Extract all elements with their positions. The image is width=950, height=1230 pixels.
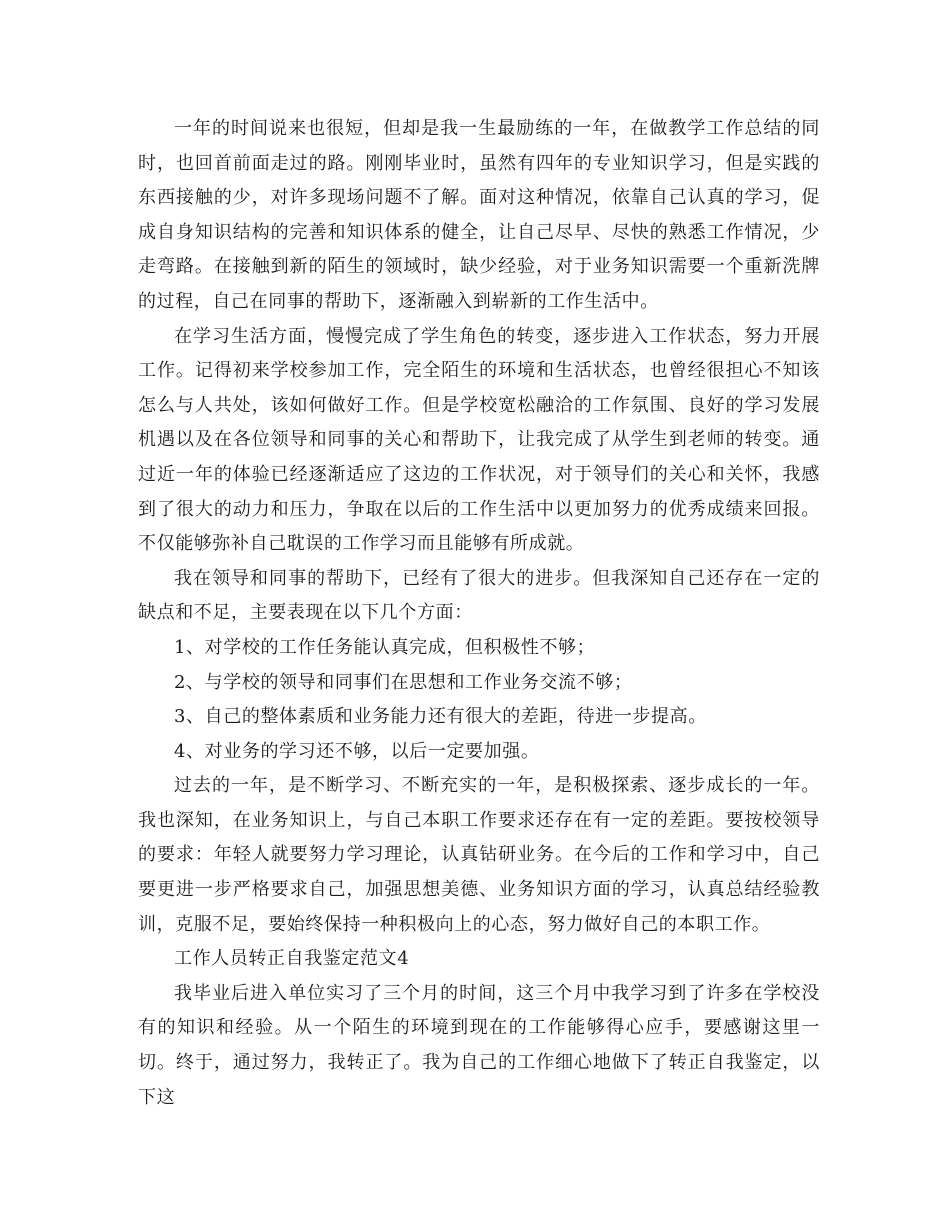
section-heading: 工作人员转正自我鉴定范文4 [174, 948, 410, 970]
paragraph-final: 我毕业后进入单位实习了三个月的时间，这三个月中我学习到了许多在学校没有的知识和经验。从一个陌生的环境到现在的工作能够得心应手，要感谢这里一切。终于，通过努力，我转正了。我为自己的工作细心地做下了转正自我鉴定，以下这 [138, 982, 820, 1108]
list-item-2: 2、与学校的领导和同事们在思想和工作业务交流不够； [174, 671, 633, 693]
paragraph-intro: 一年的时间说来也很短，但却是我一生最励练的一年，在做教学工作总结的同时，也回首前面走过的路。刚刚毕业时，虽然有四年的专业知识学习，但是实践的东西接触的少，对许多现场问题不了解。面对这种情况，依靠自己认真的学习，促成自身知识结构的完善和知识体系的健全，让自己尽早、尽快的熟悉工作情况，少走弯路。在接触到新的陌生的领域时，缺少经验，对于业务知识需要一个重新洗牌的过程，自己在同事的帮助下，逐渐融入到崭新的工作生活中。 [138, 118, 820, 312]
list-item-4: 4、对业务的学习还不够，以后一定要加强。 [174, 740, 540, 762]
list-item-3: 3、自己的整体素质和业务能力还有很大的差距，待进一步提高。 [174, 706, 707, 728]
paragraph-past-year: 过去的一年，是不断学习、不断充实的一年，是积极探索、逐步成长的一年。我也深知，在业务知识上，与自己本职工作要求还存在有一定的差距。要按校领导的要求：年轻人就要努力学习理论，认真钻研业务。在今后的工作和学习中，自己要更进一步严格要求自己，加强思想美德、业务知识方面的学习，认真总结经验教训，克服不足，要始终保持一种积极向上的心态，努力做好自己的本职工作。 [138, 775, 820, 935]
list-item-1: 1、对学校的工作任务能认真完成，但积极性不够； [174, 636, 596, 658]
document-page [138, 112, 820, 1115]
paragraph-study-life: 在学习生活方面，慢慢完成了学生角色的转变，逐步进入工作状态，努力开展工作。记得初来学校参加工作，完全陌生的环境和生活状态，也曾经很担心不知该怎么与人共处，该如何做好工作。但是学校宽松融洽的工作氛围、良好的学习发展机遇以及在各位领导和同事的关心和帮助下，让我完成了从学生到老师的转变。通过近一年的体验已经逐渐适应了这边的工作状况，对于领导们的关心和关怀，我感到了很大的动力和压力，争取在以后的工作生活中以更加努力的优秀成绩来回报。不仅能够弥补自己耽误的工作学习而且能够有所成就。 [138, 325, 820, 555]
paragraph-shortcomings-intro: 我在领导和同事的帮助下，已经有了很大的进步。但我深知自己还存在一定的缺点和不足，主要表现在以下几个方面： [138, 567, 820, 624]
